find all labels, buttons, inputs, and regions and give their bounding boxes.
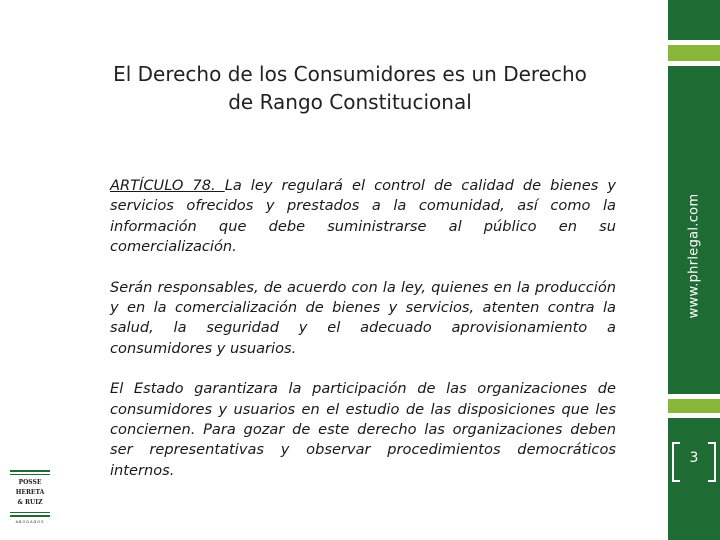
logo-subtitle: ABOGADOS <box>15 520 45 524</box>
right-bracket <box>708 442 716 482</box>
logo-line-3: & RUIZ <box>17 499 43 506</box>
sidebar-top-stripe-lime <box>668 45 720 61</box>
title-line-2: de Rango Constitucional <box>228 90 472 114</box>
logo-bar-bottom-2 <box>10 515 50 517</box>
paragraph-1-text: La ley regulará el control de calidad de bienes y servicios ofrecidos y prestados a la comunidad, así como la información que debe suministrarse al público en su comercialización. <box>110 177 616 256</box>
sidebar-bottom-stripe-lime <box>668 399 720 413</box>
logo-line-2: HERETA <box>15 489 45 496</box>
paragraph-2: Serán responsables, de acuerdo con la ley, quienes en la producción y en la comercialización de bienes y servicios, atenten contra la salud, la seguridad y el adecuado aprovisionamiento a consumidores y usuarios. <box>110 278 616 357</box>
firm-logo <box>10 470 50 528</box>
logo-bar-top <box>10 470 50 472</box>
logo-bar-bottom <box>10 512 50 513</box>
article-label: ARTÍCULO 78. <box>110 177 225 194</box>
paragraph-3: El Estado garantizara la participación de las organizaciones de consumidores y usuarios en el estudio de las disposiciones que les conciernen. Para gozar de este derecho las organizaciones deben ser representativas y observar procedimientos democráticos internos. <box>110 380 616 479</box>
website-url[interactable]: www.phrlegal.com <box>686 193 702 319</box>
page-number: 3 <box>689 450 699 466</box>
logo-bar-top-2 <box>10 474 50 475</box>
sidebar-bottom-stripe-white-2 <box>668 413 720 418</box>
title-line-1: El Derecho de los Consumidores es un Derecho <box>113 62 587 86</box>
paragraph-1 <box>110 176 616 258</box>
logo-line-1: POSSE <box>18 479 42 486</box>
article-body <box>110 176 616 501</box>
sidebar-top-stripe-white-2 <box>668 61 720 66</box>
page-number-box <box>672 442 716 480</box>
slide-title <box>90 60 610 116</box>
